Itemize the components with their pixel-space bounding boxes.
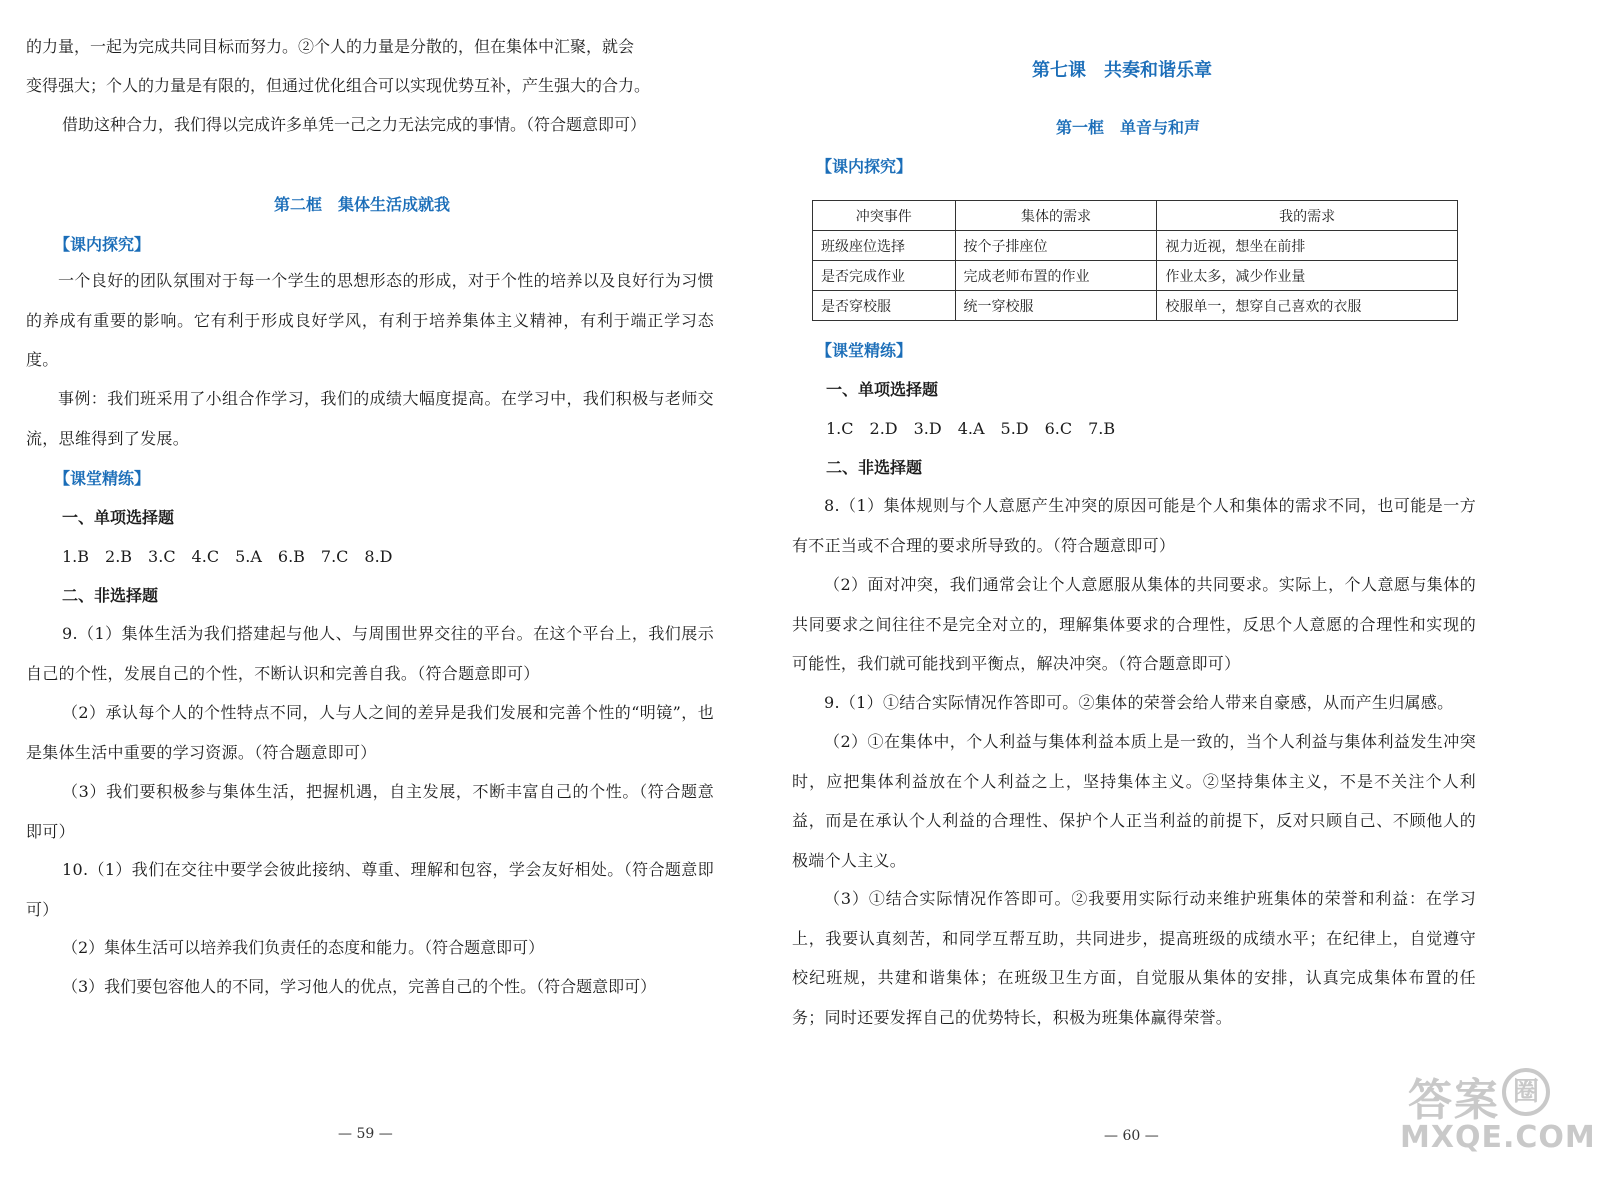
table-cell: 是否完成作业 [813,261,956,291]
table-row [813,231,1458,261]
explore-paragraph-1: 一个良好的团队氛围对于每一个学生的思想形态的形成，对于个性的培养以及良好行为习惯的养成有重要的影响。它有利于形成良好学风，有利于培养集体主义精神，有利于端正学习态度。 [26,271,714,369]
watermark-cn-text: 答案 [1408,1075,1500,1126]
table-row [813,261,1458,291]
intro-line-2: 变得强大；个人的力量是有限的，但通过优化组合可以实现优势互补，产生强大的合力。 [26,76,651,95]
page-number-59: — 59 — [338,1126,393,1142]
table-cell: 统一穿校服 [955,291,1157,321]
intro-line-1: 的力量，一起为完成共同目标而努力。②个人的力量是分散的，但在集体中汇聚，就会 [26,37,635,56]
answer-10-3: （3）我们要包容他人的不同，学习他人的优点，完善自己的个性。（符合题意即可） [62,977,657,996]
table-cell: 视力近视，想坐在前排 [1157,231,1458,261]
tag-explore-right: 【课内探究】 [816,157,913,176]
section-title-second-frame: 第二框 集体生活成就我 [274,195,451,214]
table-cell: 按个子排座位 [955,231,1157,261]
mc-answers-left: 1.B 2.B 3.C 4.C 5.A 6.B 7.C 8.D [62,547,393,566]
intro-line-3: 借助这种合力，我们得以完成许多单凭一己之力无法完成的事情。（符合题意即可） [62,115,647,134]
nonmc-heading-right: 二、非选择题 [826,458,923,477]
nonmc-heading-left: 二、非选择题 [62,586,159,605]
answer-9-2-left: （2）承认每个人的个性特点不同，人与人之间的差异是我们发展和完善个性的“明镜”，也是集体生活中重要的学习资源。（符合题意即可） [26,703,714,762]
watermark-circle-icon: 圈 [1502,1068,1550,1116]
answer-9-3-left: （3）我们要积极参与集体生活，把握机遇，自主发展，不断丰富自己的个性。（符合题意即可） [26,782,714,841]
table-cell: 班级座位选择 [813,231,956,261]
page-number-60: — 60 — [1104,1128,1159,1144]
frame-title: 第一框 单音与和声 [1056,118,1201,137]
table-cell: 完成老师布置的作业 [955,261,1157,291]
table-cell: 作业太多，减少作业量 [1157,261,1458,291]
mc-heading-left: 一、单项选择题 [62,508,175,527]
answer-8-1: 8.（1）集体规则与个人意愿产生冲突的原因可能是个人和集体的需求不同，也可能是一方有不正当或不合理的要求所导致的。（符合题意即可） [792,496,1476,555]
table-header-cell: 我的需求 [1157,201,1458,231]
answer-9-3-right: （3）①结合实际情况作答即可。②我要用实际行动来维护班集体的荣誉和利益：在学习上，我要认真刻苦，和同学互帮互助，共同进步，提高班级的成绩水平；在纪律上，自觉遵守校纪班规，共建和谐集体；在班级卫生方面，自觉服从集体的安排，认真完成集体布置的任务；同时还要发挥自己的优势特长，积极为班集体赢得荣誉。 [792,889,1476,1027]
left-page [0,0,760,1178]
mc-heading-right: 一、单项选择题 [826,380,939,399]
mc-answers-right: 1.C 2.D 3.D 4.A 5.D 6.C 7.B [826,419,1116,438]
table-header-cell: 集体的需求 [955,201,1157,231]
answer-10-1: 10.（1）我们在交往中要学会彼此接纳、尊重、理解和包容，学会友好相处。（符合题意即可） [26,860,714,919]
table-cell: 校服单一，想穿自己喜欢的衣服 [1157,291,1458,321]
explore-paragraph-2: 事例：我们班采用了小组合作学习，我们的成绩大幅度提高。在学习中，我们积极与老师交流，思维得到了发展。 [26,389,714,448]
lesson-title: 第七课 共奏和谐乐章 [1032,60,1212,81]
answer-8-2: （2）面对冲突，我们通常会让个人意愿服从集体的共同要求。实际上，个人意愿与集体的共同要求之间往往不是完全对立的，理解集体要求的合理性，反思个人意愿的合理性和实现的可能性，我们就可能找到平衡点，解决冲突。（符合题意即可） [792,575,1476,673]
table-header-cell: 冲突事件 [813,201,956,231]
answer-9-2-right: （2）①在集体中，个人利益与集体利益本质上是一致的，当个人利益与集体利益发生冲突时，应把集体利益放在个人利益之上，坚持集体主义。②坚持集体主义，不是不关注个人利益，而是在承认个人利益的合理性、保护个人正当利益的前提下，反对只顾自己、不顾他人的极端个人主义。 [792,732,1476,870]
answer-9-1-left: 9.（1）集体生活为我们搭建起与他人、与周围世界交往的平台。在这个平台上，我们展示自己的个性，发展自己的个性，不断认识和完善自我。（符合题意即可） [26,624,714,683]
table-cell: 是否穿校服 [813,291,956,321]
answer-9-1-right: 9.（1）①结合实际情况作答即可。②集体的荣誉会给人带来自豪感，从而产生归属感。 [824,693,1454,712]
answer-10-2: （2）集体生活可以培养我们负责任的态度和能力。（符合题意即可） [62,938,545,957]
table-header-row [813,201,1458,231]
conflict-table [812,200,1458,321]
watermark-logo [1400,1064,1596,1164]
tag-practice-right: 【课堂精练】 [816,341,913,360]
tag-practice-left: 【课堂精练】 [54,469,151,488]
table-row [813,291,1458,321]
watermark-en-text: MXQE.COM [1400,1120,1596,1155]
right-page [792,0,1600,1178]
tag-explore-left: 【课内探究】 [54,235,151,254]
